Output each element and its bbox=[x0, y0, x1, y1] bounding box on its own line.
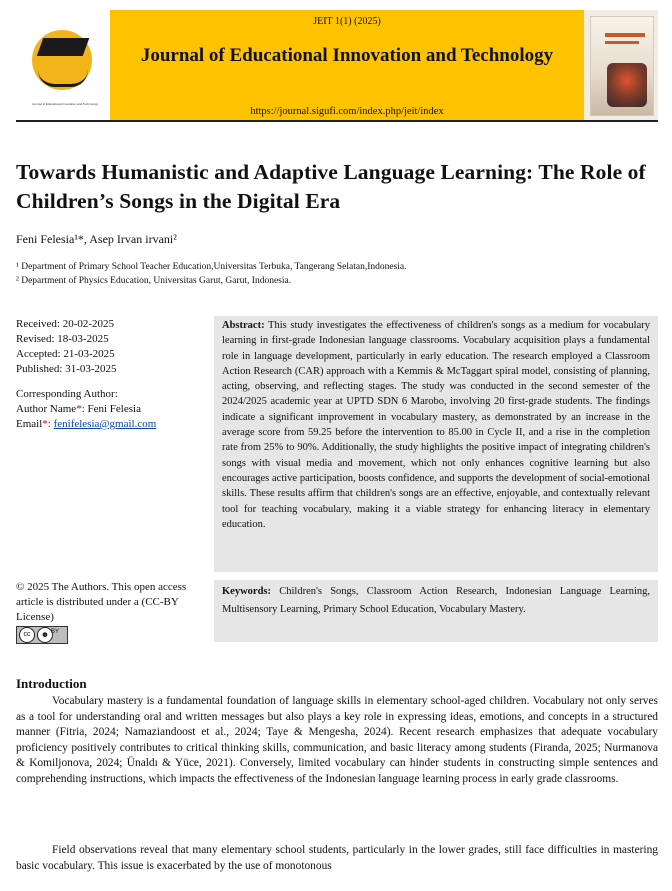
logo-caption: Journal of Educational Innovation and Technology bbox=[31, 102, 99, 106]
abstract-box bbox=[214, 316, 658, 572]
keywords-text: Children's Songs, Classroom Action Research, Indonesian Language Learning, Multisensory Learning, Primary School Education, Vocabulary Mastery. bbox=[222, 586, 651, 615]
corresponding-heading: Corresponding Author: bbox=[16, 388, 118, 400]
accepted-date: Accepted: 21-03-2025 bbox=[16, 348, 115, 360]
abstract-label: Abstract: bbox=[222, 320, 265, 331]
journal-url[interactable]: https://journal.sigufi.com/index.php/jeit/index bbox=[250, 106, 444, 117]
article-title: Towards Humanistic and Adaptive Language Learning: The Role of Children’s Songs in the Digital Era bbox=[16, 160, 646, 213]
affiliation-1: ¹ Department of Primary School Teacher Education,Universitas Terbuka, Tangerang Selatan,Indonesia. bbox=[16, 262, 407, 272]
header-band bbox=[110, 10, 584, 120]
journal-header bbox=[16, 10, 658, 122]
cover-subtitle-bar bbox=[605, 41, 639, 44]
article-dates bbox=[16, 317, 208, 377]
required-asterisk: *: bbox=[76, 403, 88, 415]
author-list: Feni Felesia¹*, Asep Irvan irvani² bbox=[16, 232, 177, 246]
license-text: © 2025 The Authors. This open access article is distributed under a (CC-BY License) bbox=[16, 581, 187, 623]
email-row bbox=[16, 417, 208, 432]
required-asterisk: *: bbox=[42, 418, 54, 430]
journal-title: Journal of Educational Innovation and Technology bbox=[140, 45, 554, 66]
intro-paragraph-1: Vocabulary mastery is a fundamental foundation of language skills in elementary school-aged children. Vocabulary not only serves as a tool for understanding oral and written messages but also plays a key role in expressing ideas, emotions, and concepts in a structured manner (Fitria, 2024; Namaziandoost et al., 2024; Taye & Mengesha, 2024). Recent research emphasizes that adequate vocabulary proficiency positively contributes to critical thinking skills, communication, and basic literacy among students (Firanda, 2025; Nurmanova & Komiljonova, 2024; Ünaldı & Yüce, 2021). Conversely, limited vocabulary can hinder students in constructing simple sentences and comprehending instructions, which impacts the effectiveness of the Indonesian language learning process in early grade classrooms. bbox=[16, 695, 658, 785]
issue-label: JEIT 1(1) (2025) bbox=[313, 16, 381, 27]
cover-page bbox=[590, 16, 654, 116]
author-name-value: Feni Felesia bbox=[87, 403, 141, 415]
keywords-box bbox=[214, 580, 658, 642]
introduction-heading: Introduction bbox=[16, 676, 87, 691]
journal-cover-image bbox=[584, 10, 658, 120]
cover-illustration bbox=[607, 63, 647, 107]
cc-by-license-badge[interactable] bbox=[16, 626, 68, 644]
cc-icon: cc bbox=[19, 627, 35, 643]
corresponding-author bbox=[16, 387, 208, 432]
affiliation-2: ² Department of Physics Education, Universitas Garut, Garut, Indonesia. bbox=[16, 276, 292, 286]
author-name-label: Author Name bbox=[16, 403, 77, 415]
revised-date: Revised: 18-03-2025 bbox=[16, 333, 109, 345]
by-label: BY bbox=[51, 629, 60, 635]
abstract-text: This study investigates the effectiveness of children's songs as a medium for vocabulary learning in first-grade Indonesian language classrooms. Vocabulary acquisition plays a fundamental role in language development, particularly in early education. The research employed a Classroom Action Research (CAR) approach with a Kemmis & McTaggart spiral model, consisting of planning, acting, observing, and reflecting stages. The study was conducted in the second semester of the 2024/2025 academic year at UPTD SDN 6 Marobo, involving 20 first-grade students. The findings indicate a significant improvement in vocabulary mastery, as demonstrated by an increase in the average score from 59.25 before the intervention to 85.00 in Cycle II, and a rise in the completion rate from 25% to 90%. Additionally, the study highlights the positive impact of integrating children's songs with visual media and movement, which not only enhances cognitive learning but also encourages active participation, boosts confidence, and supports the development of social-emotional skills. These results affirm that children's songs are an effective, enjoyable, and contextually relevant tool for teaching vocabulary, making it a viable strategy for enhancing literacy in elementary education. bbox=[222, 320, 650, 530]
intro-paragraph-2: Field observations reveal that many elementary school students, particularly in the lower grades, still face difficulties in mastering basic vocabulary. This issue is exacerbated by the use of monotonous bbox=[16, 844, 658, 872]
person-icon: ☻ bbox=[37, 627, 53, 643]
published-date: Published: 31-03-2025 bbox=[16, 363, 117, 375]
graduation-cap-icon bbox=[37, 38, 90, 56]
journal-logo bbox=[16, 10, 110, 120]
author-name-row bbox=[16, 402, 208, 417]
keywords-label: Keywords: bbox=[222, 586, 271, 597]
email-label: Email bbox=[16, 418, 43, 430]
email-link[interactable]: fenifelesia@gmail.com bbox=[53, 418, 157, 430]
cover-title-bar bbox=[605, 33, 645, 37]
received-date: Received: 20-02-2025 bbox=[16, 318, 115, 330]
open-book-icon bbox=[38, 70, 88, 87]
